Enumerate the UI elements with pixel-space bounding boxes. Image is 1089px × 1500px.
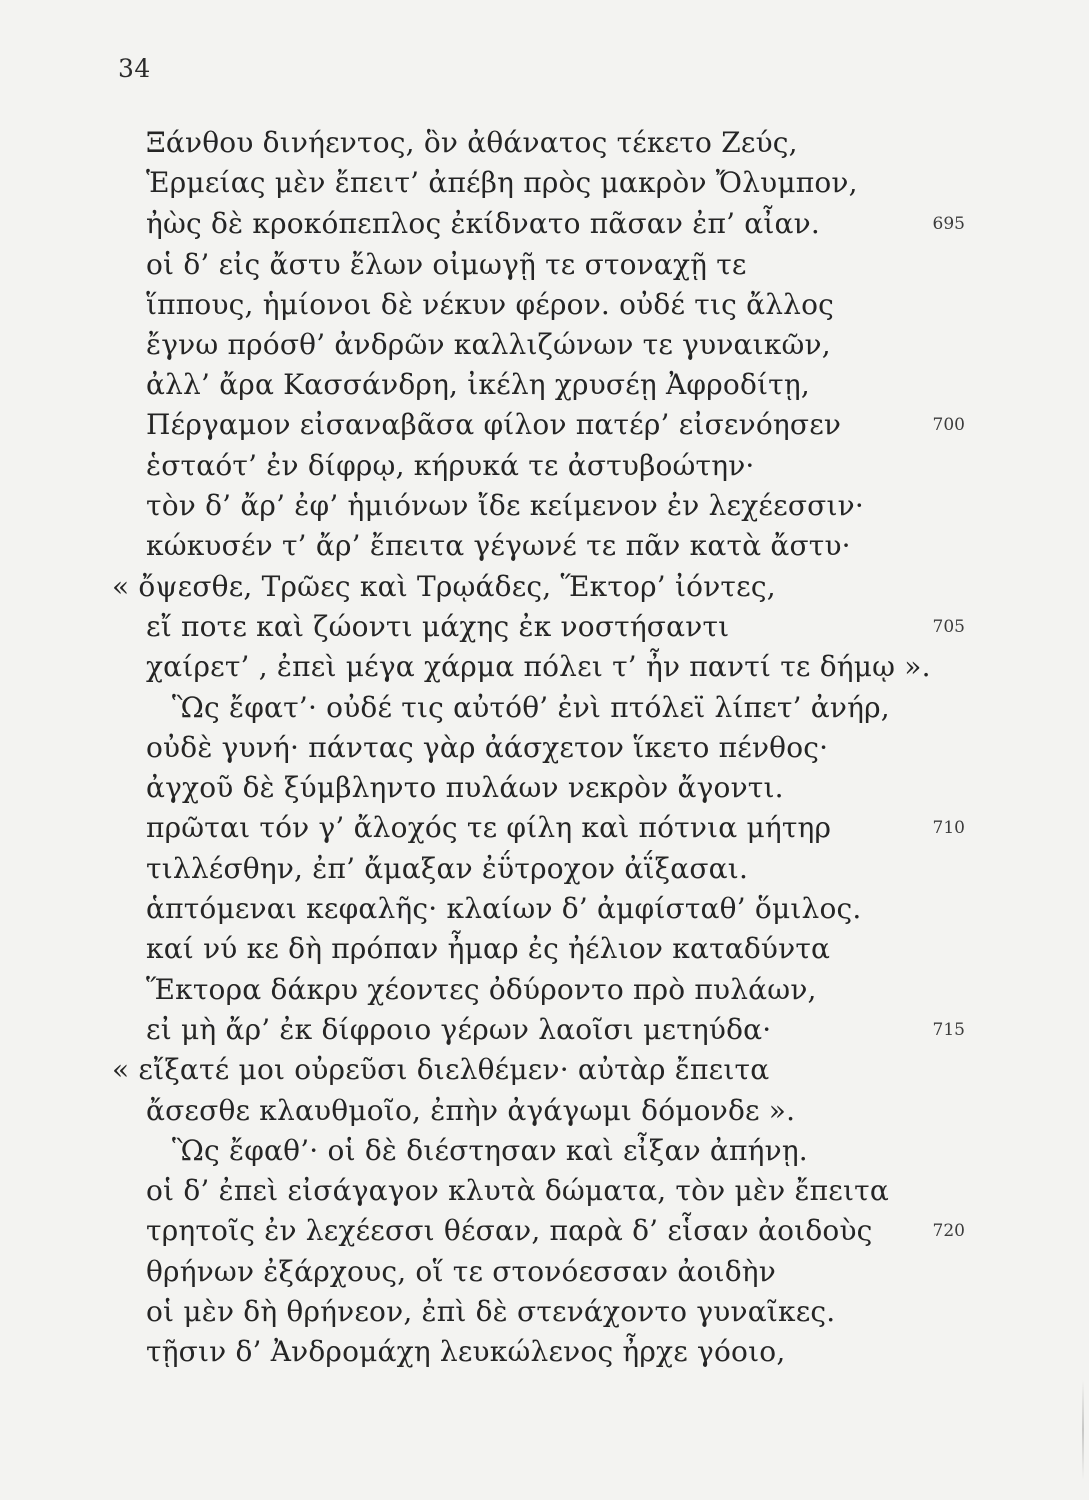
verse-line bbox=[0, 568, 1089, 606]
verse-line bbox=[0, 930, 1089, 968]
verse-line bbox=[0, 406, 1089, 444]
verse-line bbox=[0, 447, 1089, 485]
verse-text: καί νύ κε δὴ πρόπαν ἦμαρ ἐς ἠέλιον καταδύντα bbox=[146, 932, 831, 965]
verse-line bbox=[0, 1051, 1089, 1089]
verse-text: οἱ δ’ ἐπεὶ εἰσάγαγον κλυτὰ δώματα, τὸν μὲν ἔπειτα bbox=[146, 1174, 889, 1207]
verse-text: εἴ ποτε καὶ ζώοντι μάχης ἐκ νοστήσαντι bbox=[146, 610, 730, 643]
verse-text: Ὣς ἔφατ’· οὐδέ τις αὐτόθ’ ἐνὶ πτόλεϊ λίπετ’ ἀνήρ, bbox=[172, 691, 890, 724]
verse-line bbox=[0, 487, 1089, 525]
verse-line bbox=[0, 648, 1089, 686]
verse-line bbox=[0, 1253, 1089, 1291]
verse-line bbox=[0, 809, 1089, 847]
line-number: 710 bbox=[932, 818, 965, 838]
verse-line bbox=[0, 1333, 1089, 1371]
verse-line bbox=[0, 286, 1089, 324]
verse-line bbox=[0, 1172, 1089, 1210]
line-number: 700 bbox=[932, 415, 965, 435]
verse-line bbox=[0, 366, 1089, 404]
verse-line bbox=[0, 527, 1089, 565]
verse-line bbox=[0, 1092, 1089, 1130]
verse-line bbox=[0, 890, 1089, 928]
verse-text: τιλλέσθην, ἐπ’ ἄμαξαν ἐΰτροχον ἀΐξασαι. bbox=[146, 852, 749, 885]
verse-text: τρητοῖς ἐν λεχέεσσι θέσαν, παρὰ δ’ εἷσαν ἀοιδοὺς bbox=[146, 1214, 873, 1247]
verse-line bbox=[0, 1011, 1089, 1049]
verse-text: οὐδὲ γυνή· πάντας γὰρ ἀάσχετον ἵκετο πένθος· bbox=[146, 731, 829, 764]
verse-text: Ἕκτορα δάκρυ χέοντες ὀδύροντο πρὸ πυλάων, bbox=[146, 973, 817, 1006]
verse-text: ἀγχοῦ δὲ ξύμβληντο πυλάων νεκρὸν ἄγοντι. bbox=[146, 771, 784, 804]
verse-line bbox=[0, 769, 1089, 807]
verse-text: οἱ δ’ εἰς ἄστυ ἔλων οἰμωγῇ τε στοναχῇ τε bbox=[146, 248, 747, 281]
verse-text: Ξάνθου δινήεντος, ὃν ἀθάνατος τέκετο Ζεύς, bbox=[146, 126, 798, 159]
verse-line bbox=[0, 124, 1089, 162]
verse-line bbox=[0, 689, 1089, 727]
verse-text: ἑσταότ’ ἐν δίφρῳ, κήρυκά τε ἀστυβοώτην· bbox=[146, 449, 755, 482]
verse-line bbox=[0, 1212, 1089, 1250]
verse-text: Ὣς ἔφαθ’· οἱ δὲ διέστησαν καὶ εἶξαν ἀπήνῃ. bbox=[172, 1134, 808, 1167]
line-number: 720 bbox=[932, 1221, 965, 1241]
verse-text: ἄσεσθε κλαυθμοῖο, ἐπὴν ἀγάγωμι δόμονδε ». bbox=[146, 1094, 796, 1127]
verse-text: ἵππους, ἡμίονοι δὲ νέκυν φέρον. οὐδέ τις ἄλλος bbox=[146, 288, 835, 321]
verse-text: ἔγνω πρόσθ’ ἀνδρῶν καλλιζώνων τε γυναικῶν, bbox=[146, 328, 831, 361]
verse-line bbox=[0, 164, 1089, 202]
line-number: 705 bbox=[932, 617, 965, 637]
verse-line bbox=[0, 326, 1089, 364]
verse-text: Ἑρμείας μὲν ἔπειτ’ ἀπέβη πρὸς μακρὸν Ὄλυμπον, bbox=[146, 166, 858, 199]
line-number: 695 bbox=[932, 214, 965, 234]
verse-text: τῇσιν δ’ Ἀνδρομάχη λευκώλενος ἦρχε γόοιο, bbox=[146, 1335, 786, 1368]
verse-line bbox=[0, 608, 1089, 646]
verse-text: « ὄψεσθε, Τρῶες καὶ Τρῳάδες, Ἕκτορ’ ἰόντες, bbox=[112, 570, 776, 603]
verse-text: Πέργαμον εἰσαναβᾶσα φίλον πατέρ’ εἰσενόησεν bbox=[146, 408, 842, 441]
verse-line bbox=[0, 205, 1089, 243]
verse-line bbox=[0, 850, 1089, 888]
verse-line bbox=[0, 729, 1089, 767]
verse-text: ἁπτόμεναι κεφαλῆς· κλαίων δ’ ἀμφίσταθ’ ὅμιλος. bbox=[146, 892, 862, 925]
verse-line bbox=[0, 246, 1089, 284]
verse-line bbox=[0, 971, 1089, 1009]
verse-text: εἰ μὴ ἄρ’ ἐκ δίφροιο γέρων λαοῖσι μετηύδα· bbox=[146, 1013, 772, 1046]
page-edge-shadow bbox=[1082, 1380, 1084, 1480]
verse-text: « εἴξατέ μοι οὐρεῦσι διελθέμεν· αὐτὰρ ἔπειτα bbox=[112, 1053, 770, 1086]
verse-text: οἱ μὲν δὴ θρήνεον, ἐπὶ δὲ στενάχοντο γυναῖκες. bbox=[146, 1295, 836, 1328]
verse-text: κώκυσέν τ’ ἄρ’ ἔπειτα γέγωνέ τε πᾶν κατὰ ἄστυ· bbox=[146, 529, 851, 562]
verse-text: χαίρετ’ , ἐπεὶ μέγα χάρμα πόλει τ’ ἦν παντί τε δήμῳ ». bbox=[146, 650, 931, 683]
page-number: 34 bbox=[118, 54, 151, 83]
verse-text: τὸν δ’ ἄρ’ ἐφ’ ἡμιόνων ἴδε κείμενον ἐν λεχέεσσιν· bbox=[146, 489, 864, 522]
verse-text: ἀλλ’ ἄρα Κασσάνδρη, ἰκέλη χρυσέῃ Ἀφροδίτῃ, bbox=[146, 368, 810, 401]
verse-text: πρῶται τόν γ’ ἄλοχός τε φίλη καὶ πότνια μήτηρ bbox=[146, 811, 832, 844]
line-number: 715 bbox=[932, 1020, 965, 1040]
verse-text: ἠὼς δὲ κροκόπεπλος ἐκίδνατο πᾶσαν ἐπ’ αἶαν. bbox=[146, 207, 820, 240]
verse-line bbox=[0, 1293, 1089, 1331]
verse-line bbox=[0, 1132, 1089, 1170]
verse-text: θρήνων ἐξάρχους, οἵ τε στονόεσσαν ἀοιδὴν bbox=[146, 1255, 776, 1288]
